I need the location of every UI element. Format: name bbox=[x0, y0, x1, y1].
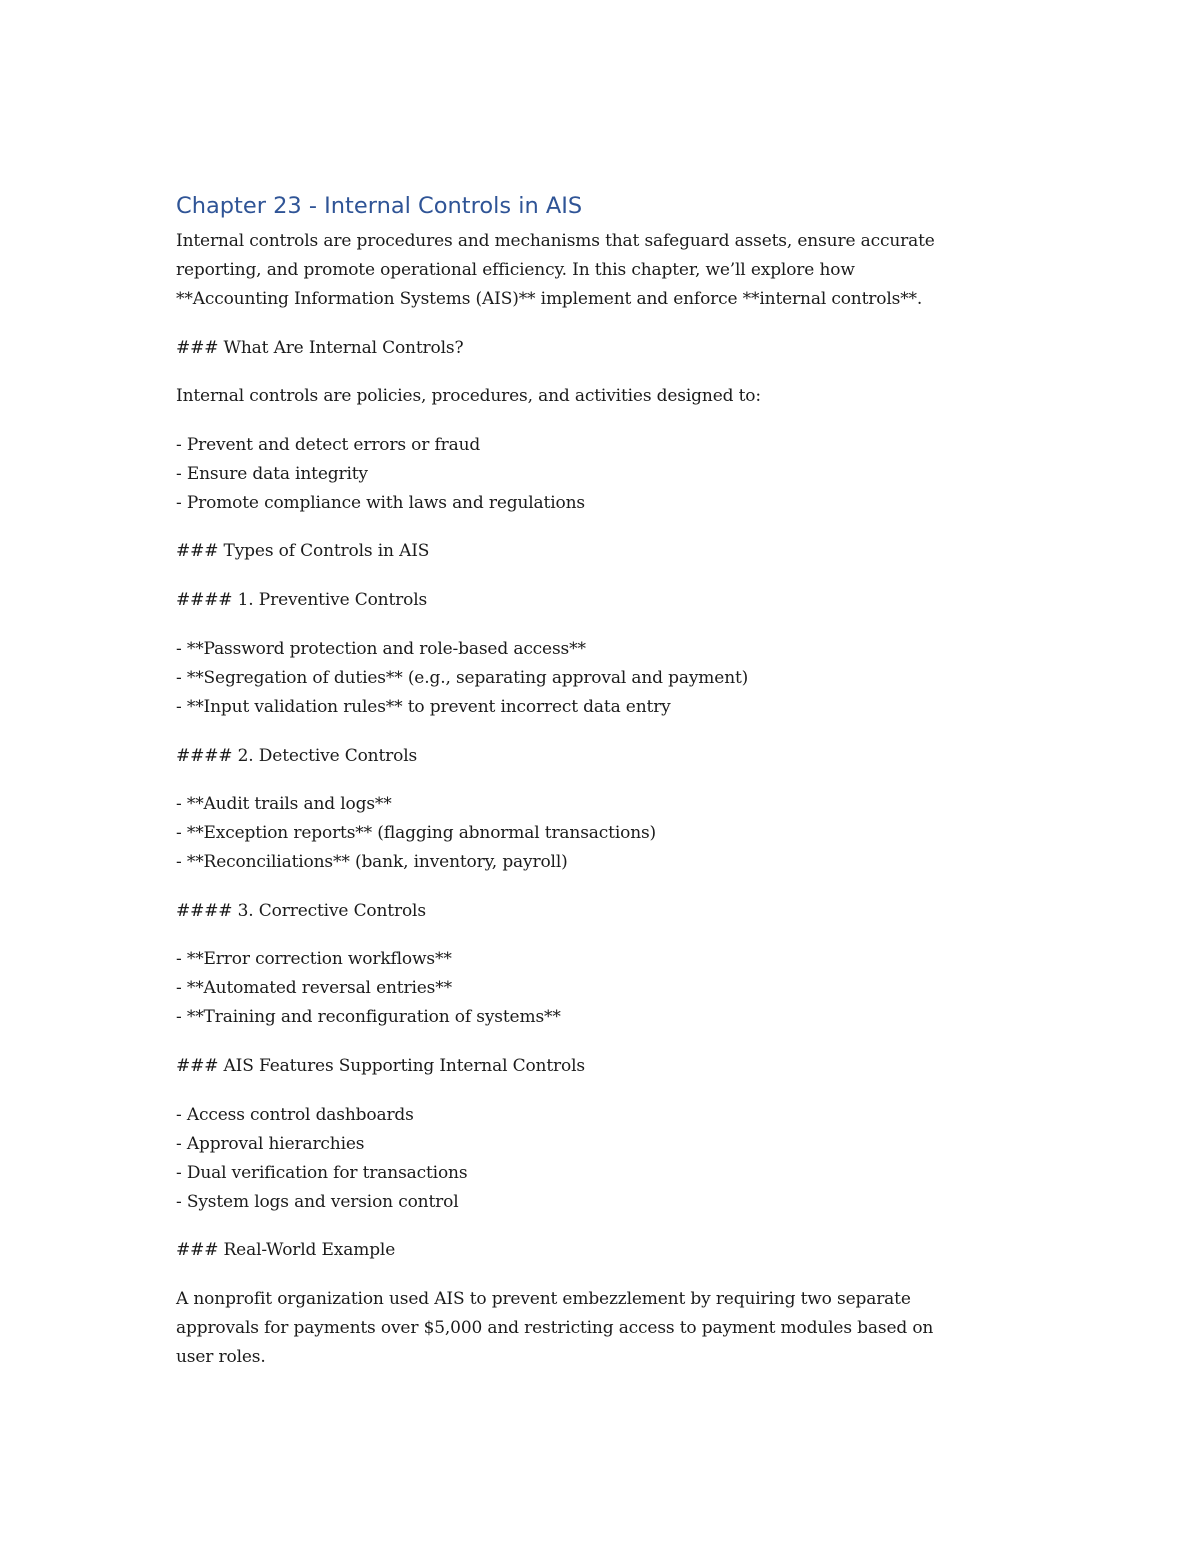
list-item: - **Training and reconfiguration of systems** bbox=[176, 1007, 561, 1027]
section-heading-example: ### Real-World Example bbox=[176, 1240, 396, 1260]
list-item: - Ensure data integrity bbox=[176, 464, 368, 484]
example-line: A nonprofit organization used AIS to prevent embezzlement by requiring two separate bbox=[176, 1289, 911, 1309]
section-heading-features: ### AIS Features Supporting Internal Controls bbox=[176, 1056, 585, 1076]
intro-line: reporting, and promote operational efficiency. In this chapter, we’ll explore how bbox=[176, 260, 855, 280]
subheading-detective: #### 2. Detective Controls bbox=[176, 746, 418, 766]
subheading-preventive: #### 1. Preventive Controls bbox=[176, 590, 428, 610]
intro-line: Internal controls are procedures and mechanisms that safeguard assets, ensure accurate bbox=[176, 231, 935, 251]
list-item: - **Input validation rules** to prevent incorrect data entry bbox=[176, 697, 671, 717]
list-item: - **Audit trails and logs** bbox=[176, 794, 392, 814]
list-item: - Dual verification for transactions bbox=[176, 1163, 468, 1183]
list-item: - System logs and version control bbox=[176, 1192, 459, 1212]
example-line: user roles. bbox=[176, 1347, 266, 1367]
subheading-corrective: #### 3. Corrective Controls bbox=[176, 901, 426, 921]
list-item: - Access control dashboards bbox=[176, 1105, 414, 1125]
list-item: - Prevent and detect errors or fraud bbox=[176, 435, 481, 455]
list-item: - **Automated reversal entries** bbox=[176, 978, 452, 998]
section-heading-what: ### What Are Internal Controls? bbox=[176, 338, 464, 358]
list-item: - Approval hierarchies bbox=[176, 1134, 365, 1154]
list-item: - Promote compliance with laws and regulations bbox=[176, 493, 585, 513]
intro-line: **Accounting Information Systems (AIS)** implement and enforce **internal controls**. bbox=[176, 289, 923, 309]
chapter-title: Chapter 23 - Internal Controls in AIS bbox=[176, 193, 583, 219]
list-item: - **Reconciliations** (bank, inventory, payroll) bbox=[176, 852, 568, 872]
section-heading-types: ### Types of Controls in AIS bbox=[176, 541, 430, 561]
list-item: - **Error correction workflows** bbox=[176, 949, 452, 969]
list-item: - **Password protection and role-based access** bbox=[176, 639, 586, 659]
example-line: approvals for payments over $5,000 and restricting access to payment modules based on bbox=[176, 1318, 934, 1338]
list-item: - **Segregation of duties** (e.g., separating approval and payment) bbox=[176, 668, 749, 688]
list-item: - **Exception reports** (flagging abnormal transactions) bbox=[176, 823, 657, 843]
what-paragraph: Internal controls are policies, procedures, and activities designed to: bbox=[176, 386, 761, 406]
